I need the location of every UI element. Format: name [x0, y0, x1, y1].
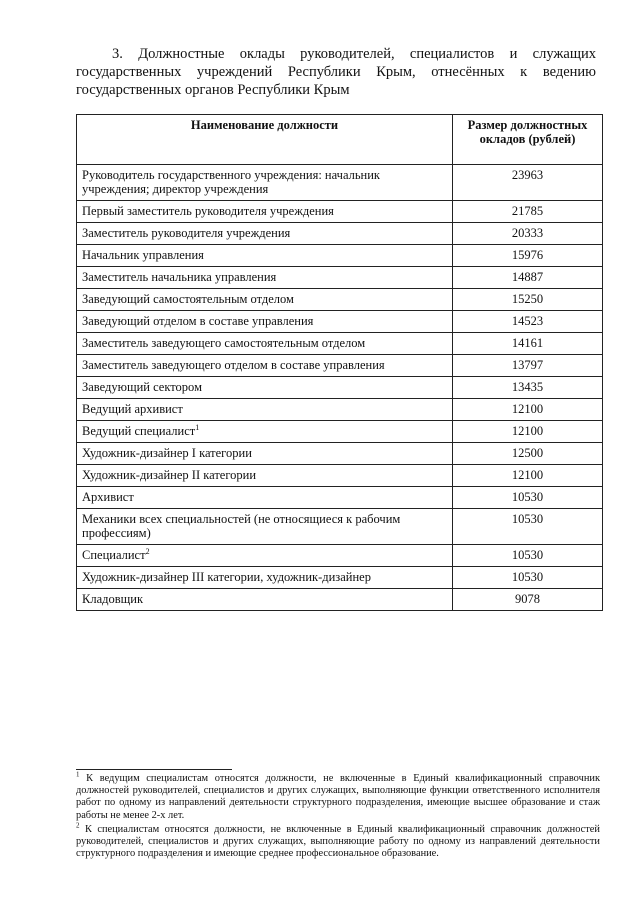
salary-value: 20333 — [453, 223, 603, 245]
salary-value: 14161 — [453, 333, 603, 355]
footnote-2-text: К специалистам относятся должности, не включенные в Единый квалификационный справочник должностей руководителей, специалистов и других служащих, выполняющие работу по одному из направлений деятельности структурного подразделения и имеющие среднее профессиональное образование. — [76, 823, 600, 860]
position-name: Кладовщик — [82, 592, 144, 606]
table-row — [77, 509, 603, 545]
salary-table — [76, 114, 603, 611]
position-name-cell — [77, 421, 453, 443]
salary-value: 13435 — [453, 377, 603, 399]
salary-value: 14523 — [453, 311, 603, 333]
position-name-cell — [77, 509, 453, 545]
table-row — [77, 165, 603, 201]
position-name: Заместитель руководителя учреждения — [82, 226, 291, 240]
table-row — [77, 567, 603, 589]
salary-value: 15976 — [453, 245, 603, 267]
position-name-cell — [77, 333, 453, 355]
position-name: Первый заместитель руководителя учреждения — [82, 204, 334, 218]
position-name: Ведущий специалист — [82, 424, 196, 438]
position-name-cell — [77, 465, 453, 487]
footnote-2-mark: 2 — [76, 821, 80, 830]
position-name-cell — [77, 223, 453, 245]
position-name-cell — [77, 289, 453, 311]
table-row — [77, 487, 603, 509]
header-position-name: Наименование должности — [77, 115, 453, 165]
salary-value: 23963 — [453, 165, 603, 201]
position-name: Специалист — [82, 548, 146, 562]
salary-value: 10530 — [453, 567, 603, 589]
position-name: Начальник управления — [82, 248, 204, 262]
position-name: Заместитель начальника управления — [82, 270, 277, 284]
table-row — [77, 421, 603, 443]
position-name: Художник-дизайнер II категории — [82, 468, 257, 482]
salary-value: 21785 — [453, 201, 603, 223]
section-number: 3. — [112, 46, 123, 62]
table-row — [77, 245, 603, 267]
salary-value: 12100 — [453, 465, 603, 487]
footnotes — [76, 770, 600, 862]
salary-value: 10530 — [453, 487, 603, 509]
table-row — [77, 333, 603, 355]
salary-value: 13797 — [453, 355, 603, 377]
position-name-cell — [77, 165, 453, 201]
footnote-1-mark: 1 — [76, 770, 80, 779]
table-row — [77, 355, 603, 377]
position-name-cell — [77, 377, 453, 399]
footnote-1 — [76, 770, 600, 822]
section-title: Должностные оклады руководителей, специалистов и служащих государственных учреждений Республики Крым, отнесённых к ведению государственных органов Республики Крым — [76, 46, 597, 98]
table-body — [77, 165, 603, 611]
position-name-cell — [77, 201, 453, 223]
section-heading — [76, 45, 596, 99]
position-name-cell — [77, 567, 453, 589]
salary-value: 14887 — [453, 267, 603, 289]
position-name: Заведующий самостоятельным отделом — [82, 292, 294, 306]
table-row — [77, 201, 603, 223]
position-name-cell — [77, 267, 453, 289]
footnote-divider — [76, 769, 232, 770]
footnote-ref: 2 — [145, 546, 150, 556]
table-row — [77, 267, 603, 289]
table-row — [77, 289, 603, 311]
salary-value: 12100 — [453, 421, 603, 443]
footnote-ref: 1 — [195, 422, 200, 432]
header-salary-size: Размер должностных окладов (рублей) — [453, 115, 603, 165]
salary-value: 10530 — [453, 509, 603, 545]
table-row — [77, 399, 603, 421]
salary-value: 10530 — [453, 545, 603, 567]
table-row — [77, 589, 603, 611]
salary-value: 12500 — [453, 443, 603, 465]
position-name-cell — [77, 487, 453, 509]
position-name: Заместитель заведующего самостоятельным отделом — [82, 336, 366, 350]
table-row — [77, 377, 603, 399]
position-name: Механики всех специальностей (не относящиеся к рабочим профессиям) — [82, 512, 401, 540]
salary-value: 15250 — [453, 289, 603, 311]
table-row — [77, 311, 603, 333]
position-name: Заведующий отделом в составе управления — [82, 314, 314, 328]
table-row — [77, 443, 603, 465]
table-row — [77, 545, 603, 567]
position-name-cell — [77, 355, 453, 377]
position-name: Заместитель заведующего отделом в составе управления — [82, 358, 385, 372]
position-name-cell — [77, 399, 453, 421]
table-row — [77, 223, 603, 245]
position-name: Художник-дизайнер I категории — [82, 446, 252, 460]
salary-value: 12100 — [453, 399, 603, 421]
position-name: Руководитель государственного учреждения: начальник учреждения; директор учреждения — [82, 168, 380, 196]
position-name-cell — [77, 589, 453, 611]
position-name-cell — [77, 245, 453, 267]
table-header-row — [77, 115, 603, 165]
position-name: Архивист — [82, 490, 134, 504]
footnote-1-text: К ведущим специалистам относятся должности, не включенные в Единый квалификационный справочник должностей руководителей, специалистов и других служащих, выполняющие функции ответственного исполнителя работ по одному из направлений деятельности структурного подразделения, имеющие высшее образование и стаж работы не менее 2-х лет. — [76, 773, 600, 821]
footnote-2 — [76, 821, 600, 861]
position-name-cell — [77, 443, 453, 465]
position-name: Ведущий архивист — [82, 402, 183, 416]
position-name-cell — [77, 545, 453, 567]
table-row — [77, 465, 603, 487]
position-name: Заведующий сектором — [82, 380, 202, 394]
salary-value: 9078 — [453, 589, 603, 611]
position-name-cell — [77, 311, 453, 333]
position-name: Художник-дизайнер III категории, художник-дизайнер — [82, 570, 371, 584]
